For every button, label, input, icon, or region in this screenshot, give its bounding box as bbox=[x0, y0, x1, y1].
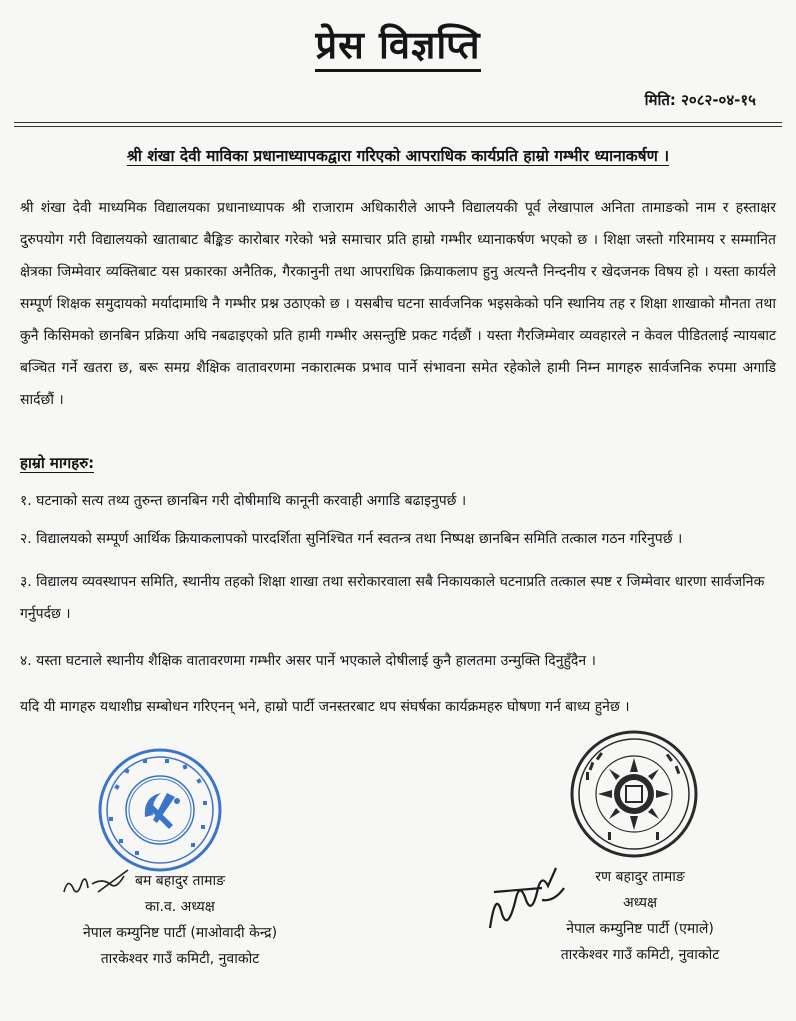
uml-party-stamp-icon bbox=[568, 728, 700, 860]
right-signatory-committee: तारकेश्वर गाउँ कमिटी, नुवाकोट bbox=[560, 947, 720, 963]
demand-item-1: १. घटनाको सत्य तथ्य तुरुन्त छानबिन गरी दोषीमाथि कानूनी करवाही अगाडि बढाइनुपर्छ । bbox=[20, 493, 467, 509]
left-signatory-committee: तारकेश्वर गाउँ कमिटी, नुवाकोट bbox=[100, 951, 260, 967]
maoist-party-stamp-icon bbox=[95, 745, 225, 875]
left-signatory-block bbox=[40, 868, 320, 972]
left-signatory-party: नेपाल कम्युनिष्ट पार्टी (माओवादी केन्द्र) bbox=[82, 925, 278, 941]
demand-item-4: ४. यस्ता घटनाले स्थानीय शैक्षिक वातावरणमा गम्भीर असर पार्ने भएकाले दोषीलाई कुनै हालतमा उन्मुक्ति दिनुहुँदैन । bbox=[20, 653, 596, 669]
subject-line: श्री शंखा देवी माविका प्रधानाध्यापकद्वारा गरिएको आपराधिक कार्यप्रति हाम्रो गम्भीर ध्यानाकर्षण । bbox=[126, 147, 670, 165]
divider-top-double bbox=[14, 126, 782, 127]
right-signatory-party: नेपाल कम्युनिष्ट पार्टी (एमाले) bbox=[566, 921, 714, 937]
demand-item-3: ३. विद्यालय व्यवस्थापन समिति, स्थानीय तहको शिक्षा शाखा तथा सरोकारवाला सबै निकायकाले घटनाप्रति तत्काल स्पष्ट र जिम्मेवार धारणा सार्वजनिक गर्नुपर्दछ । bbox=[20, 574, 765, 622]
demand-item-2: २. विद्यालयको सम्पूर्ण आर्थिक क्रियाकलापको पारदर्शिता सुनिश्चित गर्न स्वतन्त्र तथा निष्पक्ष छानबिन समिति तत्काल गठन गरिनुपर्छ । bbox=[20, 531, 683, 547]
divider-top bbox=[14, 122, 782, 123]
right-signatory-name: रण बहादुर तामाङ bbox=[595, 869, 685, 885]
right-signatory-title: अध्यक्ष bbox=[622, 895, 658, 911]
document-date: मिति: २०८२-०४-१५ bbox=[644, 91, 756, 109]
left-signatory-title: का.व. अध्यक्ष bbox=[145, 899, 215, 915]
document-title: प्रेस विज्ञप्ति bbox=[0, 18, 796, 70]
demands-heading: हाम्रो मागहरु: bbox=[20, 454, 95, 472]
body-paragraph: श्री शंखा देवी माध्यमिक विद्यालयका प्रधानाध्यापक श्री राजाराम अधिकारीले आफ्नै विद्यालयकी पूर्व लेखापाल अनिता तामाङको नाम र हस्ताक्षर दुरुपयोग गरी विद्यालयको खाताबाट बैङ्किङ कारोबार गरेको भन्ने समाचार प्रति हाम्रो गम्भीर ध्यानाकर्षण भएको छ । शिक्षा जस्तो गरिमामय र सम्मानित क्षेत्रका जिम्मेवार व्यक्तिबाट यस प्रकारका अनैतिक, गैरकानुनी तथा आपराधिक क्रियाकलाप हुनु अत्यन्तै निन्दनीय र खेदजनक विषय हो । यस्ता कार्यले सम्पूर्ण शिक्षक समुदायको मर्यादामाथि नै गम्भीर प्रश्न उठाएको छ । यसबीच घटना सार्वजनिक भइसकेको पनि स्थानिय तह र शिक्षा शाखाको मौनता तथा कुनै किसिमको छानबिन प्रक्रिया अघि नबढाइएको प्रति हामी गम्भीर असन्तुष्टि प्रकट गर्दछौं । यस्ता गैरजिम्मेवार व्यवहारले न केवल पीडितलाई न्यायबाट बञ्चित गर्ने खतरा छ, बरू समग्र शैक्षिक वातावरणमा नकारात्मक प्रभाव पार्ने संभावना समेत रहेकोले हामी निम्न मागहरु सार्वजनिक रुपमा अगाडि सार्दछौं । bbox=[20, 200, 776, 408]
closing-statement: यदि यी मागहरु यथाशीघ्र सम्बोधन गरिएनन् भने, हाम्रो पार्टी जनस्तरबाट थप संघर्षका कार्यक्रमहरु घोषणा गर्न बाध्य हुनेछ । bbox=[20, 699, 630, 715]
right-signatory-block bbox=[520, 864, 760, 968]
left-signatory-name: बम बहादुर तामाङ bbox=[134, 873, 225, 889]
